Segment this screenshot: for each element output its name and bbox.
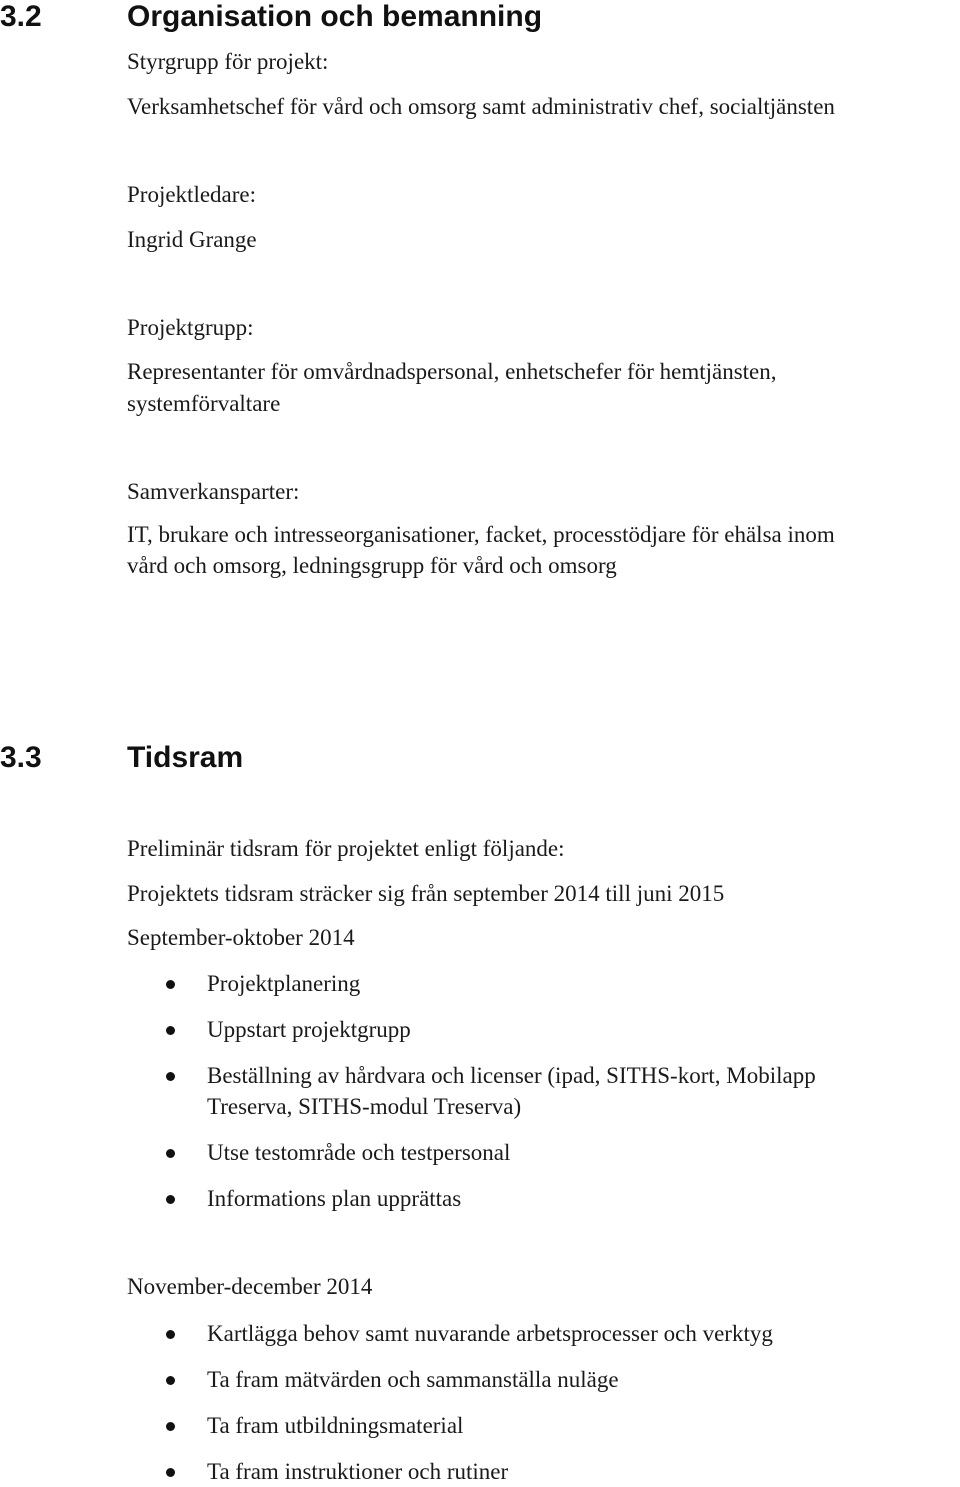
list-item: Ta fram instruktioner och rutiner — [207, 1459, 509, 1484]
period-label-sep-okt: September-oktober 2014 — [127, 925, 355, 950]
section-title: Organisation och bemanning — [127, 0, 543, 33]
bullet-icon — [166, 1376, 175, 1385]
bullet-icon — [166, 1026, 175, 1035]
bullet-icon — [166, 1149, 175, 1158]
bullet-icon — [166, 1072, 175, 1081]
list-item: Ta fram utbildningsmaterial — [207, 1413, 464, 1438]
bullet-icon — [166, 1195, 175, 1204]
projektgrupp-label: Projektgrupp: — [127, 315, 254, 340]
list-item: Utse testområde och testpersonal — [207, 1140, 511, 1165]
tidsram-span: Projektets tidsram sträcker sig från september 2014 till juni 2015 — [127, 881, 725, 906]
list-item: Ta fram mätvärden och sammanställa nuläge — [207, 1367, 619, 1392]
list-item: Uppstart projektgrupp — [207, 1017, 411, 1042]
bullet-icon — [166, 1468, 175, 1477]
samverkansparter-value-line-2: vård och omsorg, ledningsgrupp för vård och omsorg — [127, 553, 617, 578]
tidsram-intro: Preliminär tidsram för projektet enligt följande: — [127, 836, 565, 861]
section-title: Tidsram — [127, 741, 244, 774]
styrgrupp-label: Styrgrupp för projekt: — [127, 49, 329, 74]
projektledare-value: Ingrid Grange — [127, 227, 257, 252]
list-item-continuation: Treserva, SITHS-modul Treserva) — [207, 1094, 522, 1119]
list-item: Informations plan upprättas — [207, 1186, 462, 1211]
projektgrupp-value-line-1: Representanter för omvårdnadspersonal, enhetschefer för hemtjänsten, — [127, 359, 777, 384]
styrgrupp-value: Verksamhetschef för vård och omsorg samt administrativ chef, socialtjänsten — [127, 94, 835, 119]
period-label-nov-dec: November-december 2014 — [127, 1274, 373, 1299]
bullet-icon — [166, 1330, 175, 1339]
projektgrupp-value-line-2: systemförvaltare — [127, 391, 281, 416]
list-item: Beställning av hårdvara och licenser (ipad, SITHS-kort, Mobilapp — [207, 1063, 816, 1088]
section-number: 3.2 — [0, 0, 42, 33]
projektledare-label: Projektledare: — [127, 182, 257, 207]
section-heading-organisation — [0, 0, 542, 34]
section-number: 3.3 — [0, 741, 42, 774]
samverkansparter-value-line-1: IT, brukare och intresseorganisationer, facket, processtödjare för ehälsa inom — [127, 522, 835, 547]
samverkansparter-label: Samverkansparter: — [127, 479, 300, 504]
bullet-icon — [166, 1422, 175, 1431]
bullet-icon — [166, 980, 175, 989]
section-heading-tidsram — [0, 741, 243, 775]
list-item: Kartlägga behov samt nuvarande arbetsprocesser och verktyg — [207, 1321, 773, 1346]
list-item: Projektplanering — [207, 971, 361, 996]
